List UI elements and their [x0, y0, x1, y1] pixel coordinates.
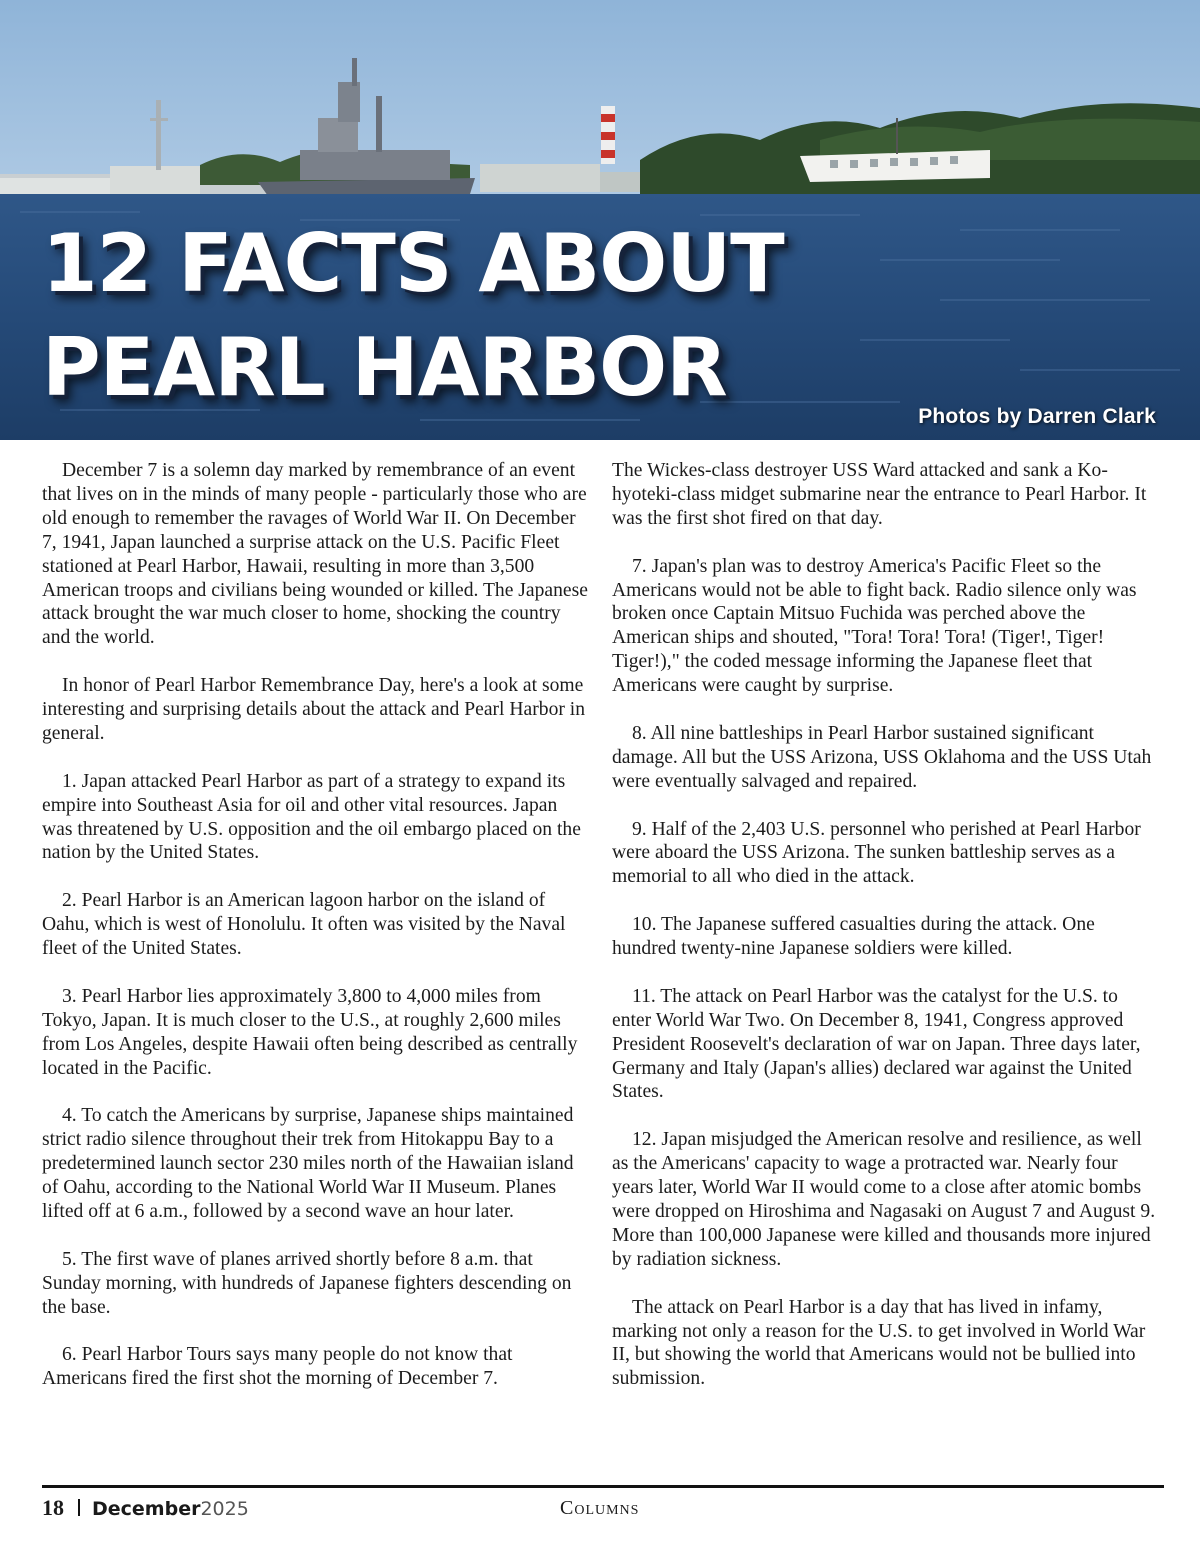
issue-year: 2025 [200, 1498, 249, 1520]
lead-in-paragraph: In honor of Pearl Harbor Remembrance Day, here's a look at some interesting and surprising details about the attack and Pearl Harbor in general. [42, 675, 586, 744]
headline-line-2: PEARL HARBOR [42, 321, 727, 414]
footer-separator [78, 1499, 80, 1516]
fact-10: 10. The Japanese suffered casualties during the attack. One hundred twenty-nine Japanese soldiers were killed. [612, 914, 1095, 960]
fact-12: 12. Japan misjudged the American resolve and resilience, as well as the Americans' capacity to wage a protracted war. Nearly four years later, World War II would come to a close after atomic bombs were dropped on Hiroshima and Nagasaki on August 7 and August 9. More than 100,000 Japanese were killed and thousands more injured by radiation sickness. [612, 1129, 1156, 1270]
page-number: 18 [42, 1495, 64, 1520]
photo-credit: Photos by Darren Clark [918, 405, 1156, 428]
article-column-right [612, 459, 1158, 1415]
closing-paragraph: The attack on Pearl Harbor is a day that has lived in infamy, marking not only a reason for the U.S. to get involved in World War II, but showing the world that Americans would not be bullied into submission. [612, 1296, 1146, 1390]
fact-3: 3. Pearl Harbor lies approximately 3,800 to 4,000 miles from Tokyo, Japan. It is much closer to the U.S., at roughly 2,600 miles from Los Angeles, despite Hawaii often being described as centrally located in the Pacific. [42, 985, 578, 1079]
intro-paragraph: December 7 is a solemn day marked by remembrance of an event that lives on in the minds of many people - particularly those who are old enough to remember the ravages of World War II. On December 7, 1941, Japan launched a surprise attack on the U.S. Pacific Fleet stationed at Pearl Harbor, Hawaii, resulting in more than 3,500 American troops and civilians being wounded or killed. The Japanese attack brought the war much closer to home, shocking the country and the world. [42, 460, 588, 649]
article-column-left [42, 459, 588, 1415]
fact-11: 11. The attack on Pearl Harbor was the catalyst for the U.S. to enter World War Two. On December 8, 1941, Congress approved President Roosevelt's declaration of war on Japan. Three days later, Germany and Italy (Japan's allies) declared war against the United States. [612, 985, 1141, 1103]
publication-name: Columns [560, 1497, 640, 1519]
fact-6-continuation: The Wickes-class destroyer USS Ward attacked and sank a Ko-hyoteki-class midget submarine near the entrance to Pearl Harbor. It was the first shot fired on that day. [612, 460, 1147, 529]
page-footer [42, 1493, 249, 1523]
fact-8: 8. All nine battleships in Pearl Harbor sustained significant damage. All but the USS Arizona, USS Oklahoma and the USS Utah were eventually salvaged and repaired. [612, 722, 1152, 792]
fact-6: 6. Pearl Harbor Tours says many people do not know that Americans fired the first shot the morning of December 7. [42, 1344, 513, 1390]
control-tower [601, 106, 615, 164]
fact-5: 5. The first wave of planes arrived shortly before 8 a.m. that Sunday morning, with hundreds of Japanese fighters descending on the base. [42, 1248, 572, 1318]
fact-7: 7. Japan's plan was to destroy America's Pacific Fleet so the Americans would not be able to fight back. Radio silence only was broken once Captain Mitsuo Fuchida was perched above the American ships and shouted, "Tora! Tora! Tora! (Tiger!, Tiger! Tiger!)," the coded message informing the Japanese fleet that Americans were caught by surprise. [612, 555, 1137, 697]
footer-rule [42, 1485, 1164, 1488]
hero-photo [0, 0, 1200, 440]
fact-9: 9. Half of the 2,403 U.S. personnel who perished at Pearl Harbor were aboard the USS Arizona. The sunken battleship serves as a memorial to all who died in the attack. [612, 818, 1141, 888]
fact-1: 1. Japan attacked Pearl Harbor as part of a strategy to expand its empire into Southeast Asia for oil and other vital resources. Japan was threatened by U.S. opposition and the oil embargo placed on the nation by the United States. [42, 770, 581, 864]
article-headline [42, 212, 784, 420]
headline-line-1: 12 FACTS ABOUT [42, 217, 784, 310]
fact-4: 4. To catch the Americans by surprise, Japanese ships maintained strict radio silence throughout their trek from Hitokappu Bay to a predetermined launch sector 230 miles north of the Hawaiian island of Oahu, according to the National World War II Museum. Planes lifted off at 6 a.m., followed by a second wave an hour later. [42, 1105, 574, 1223]
fact-2: 2. Pearl Harbor is an American lagoon harbor on the island of Oahu, which is west of Honolulu. It often was visited by the Naval fleet of the United States. [42, 890, 566, 960]
issue-month: December [92, 1498, 201, 1520]
